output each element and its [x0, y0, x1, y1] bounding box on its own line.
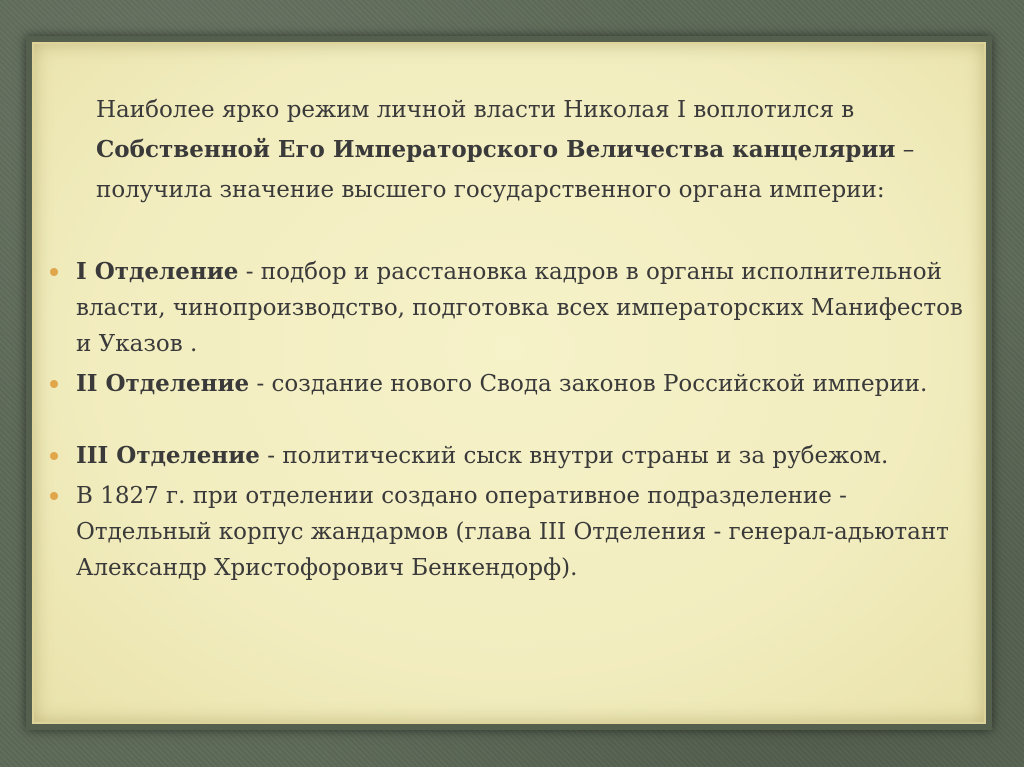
chancellery-title: Собственной Его Императорского Величества канцелярии	[96, 136, 896, 163]
list-item-department-1	[50, 254, 970, 362]
item-title: III Отделение	[76, 442, 260, 469]
bullet-icon	[50, 268, 58, 276]
intro-line-2-tail: –	[895, 137, 915, 163]
bullet-list	[50, 254, 970, 586]
item-text: - политический сыск внутри страны и за рубежом.	[259, 443, 889, 469]
item-title: I Отделение	[76, 258, 239, 285]
intro-line-1: Наиболее ярко режим личной власти Николая I воплотился в	[96, 97, 855, 123]
item-text: - создание нового Свода законов Российской империи.	[249, 371, 928, 397]
intro-line-3: получила значение высшего государственного органа империи:	[96, 177, 885, 203]
item-text: - подбор и расстановка кадров в органы исполнительной власти, чинопроизводство, подготовка всех императорских Манифестов и Указов .	[76, 259, 963, 357]
intro-paragraph	[96, 90, 976, 210]
item-text: В 1827 г. при отделении создано оперативное подразделение - Отдельный корпус жандармов (глава III Отделения - генерал-адьютант Александр Христофорович Бенкендорф).	[76, 483, 949, 581]
item-title: II Отделение	[76, 370, 250, 397]
bullet-icon	[50, 452, 58, 460]
list-item-department-2	[50, 366, 970, 402]
list-item-department-3	[50, 438, 970, 474]
bullet-icon	[50, 492, 58, 500]
list-item-gendarmes	[50, 478, 970, 586]
intro-line-2	[96, 130, 976, 170]
bullet-icon	[50, 380, 58, 388]
